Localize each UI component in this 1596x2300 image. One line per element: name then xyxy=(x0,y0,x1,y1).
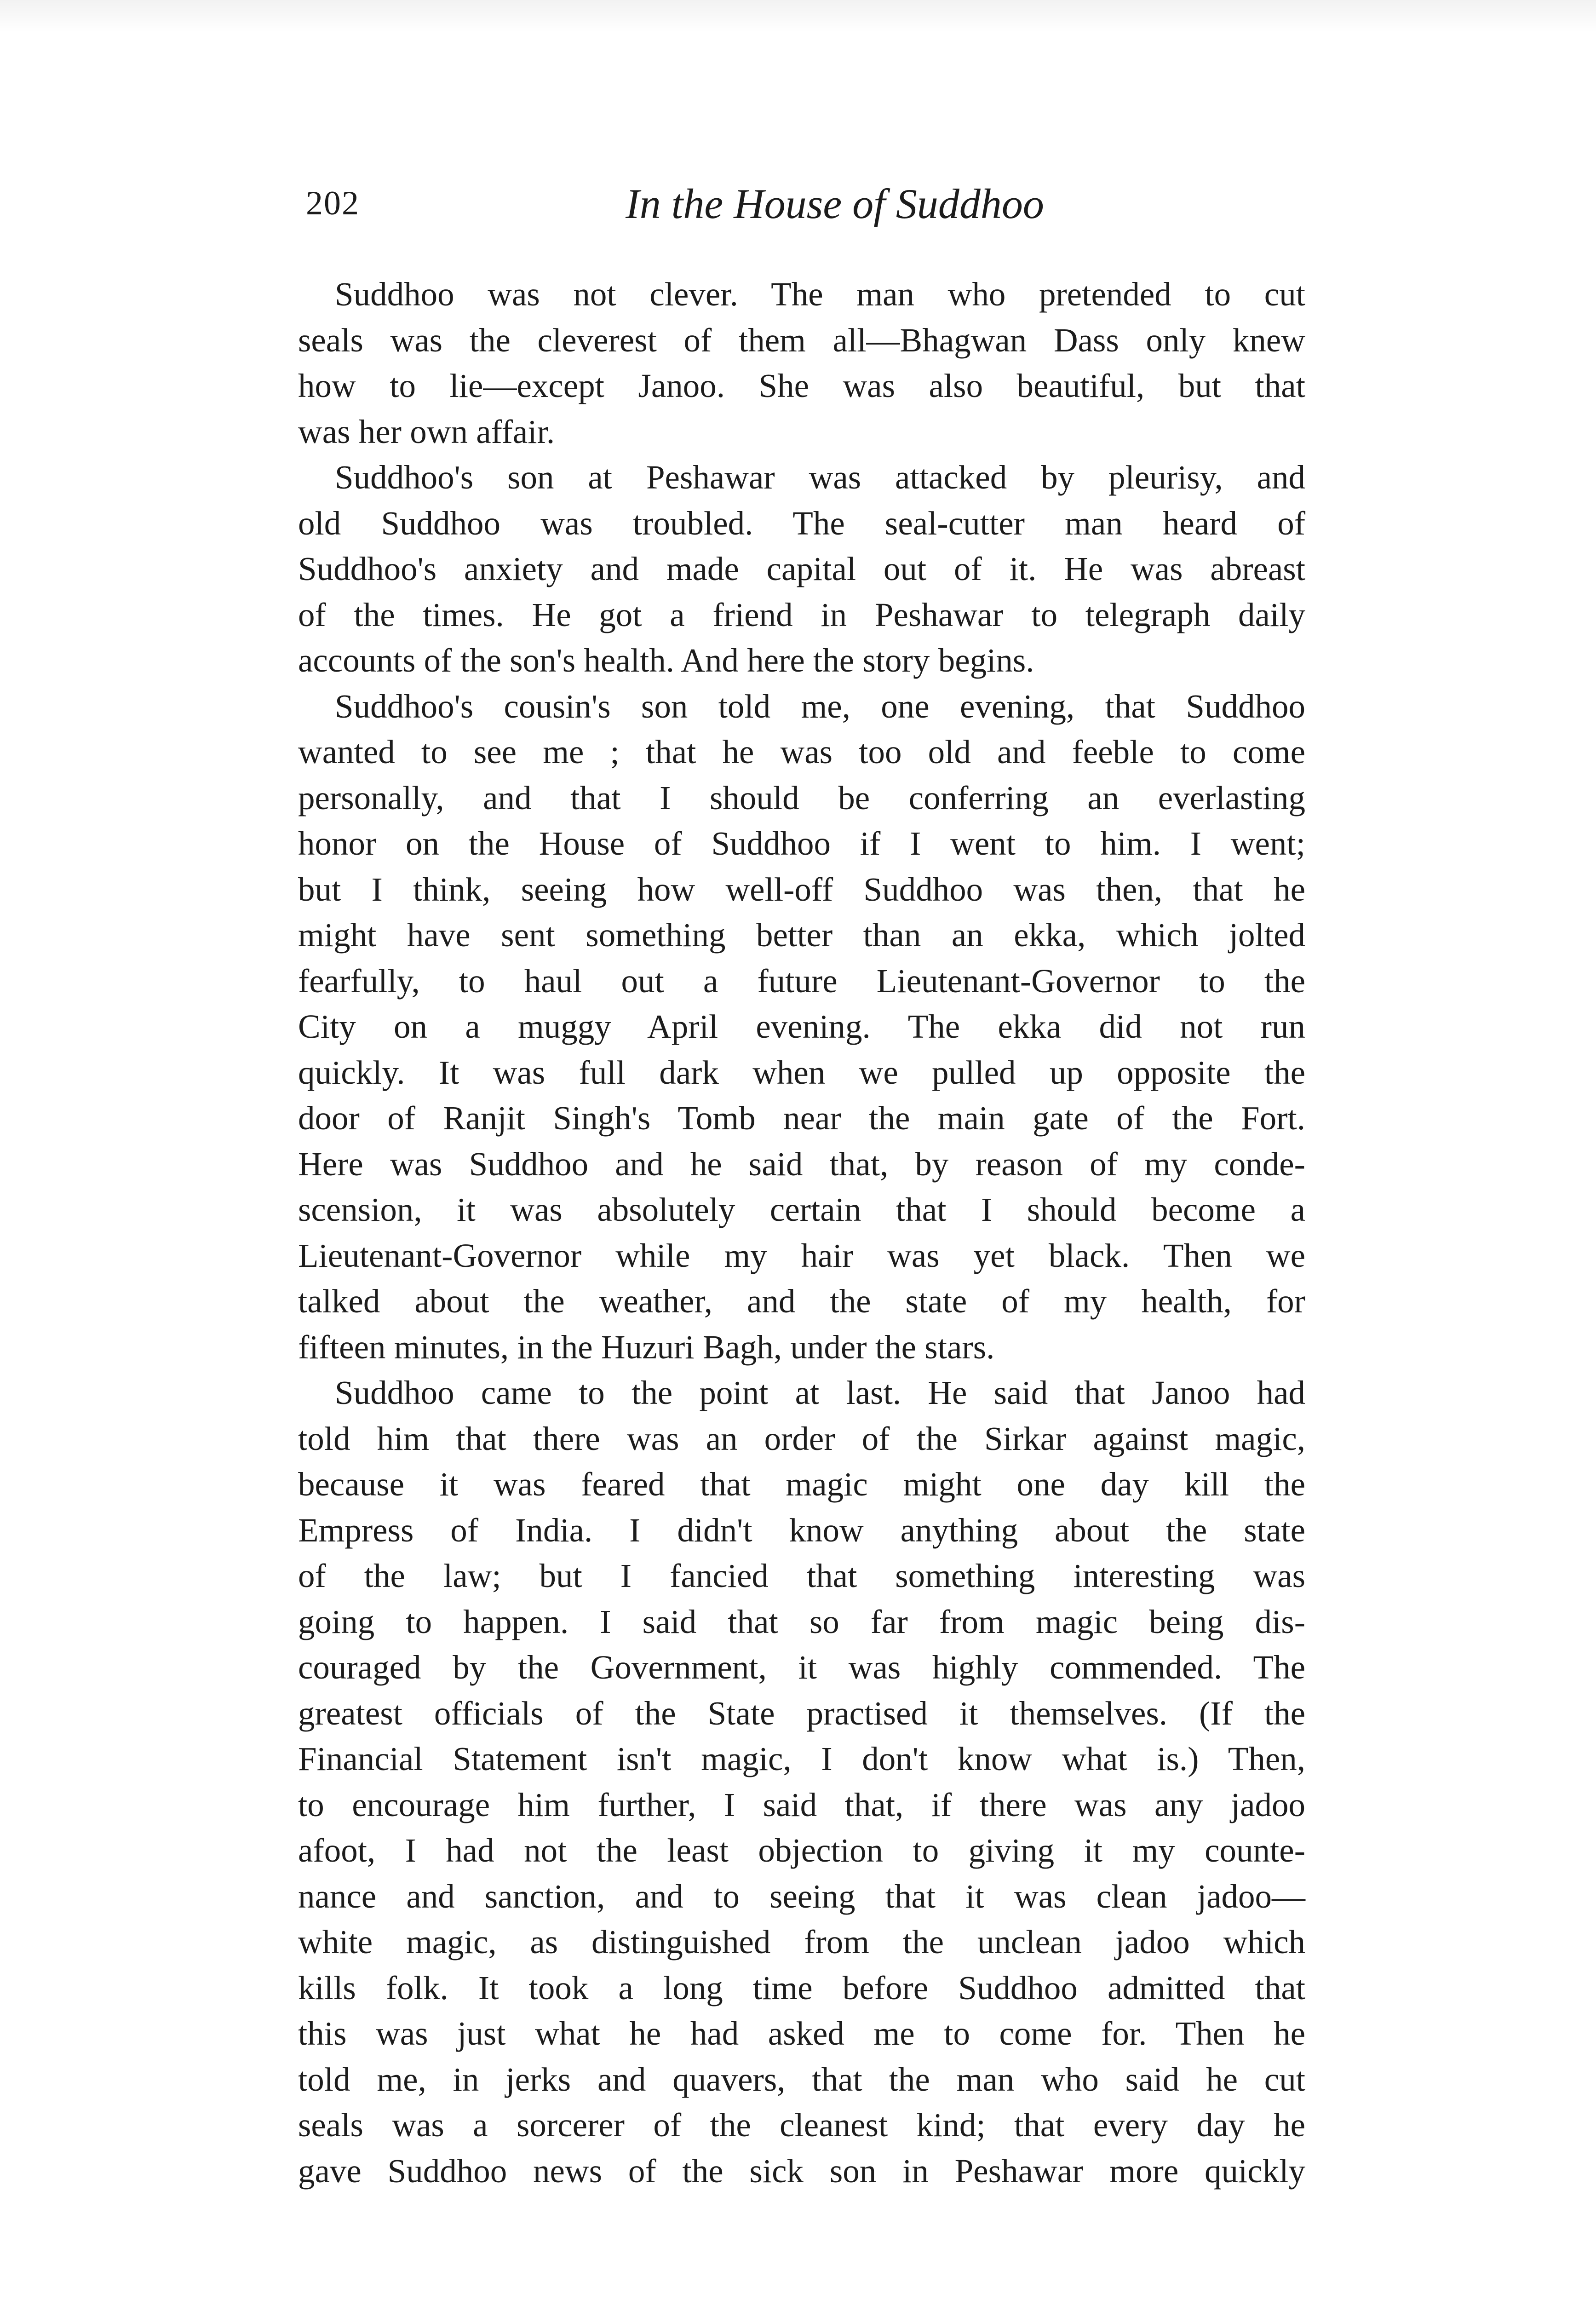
running-head xyxy=(306,179,1309,235)
text-line: Suddhoo's son at Peshawar was attacked by pleurisy, and xyxy=(335,459,1305,496)
text-line: old Suddhoo was troubled. The seal-cutter man heard of xyxy=(298,504,1305,542)
text-line: wanted to see me ; that he was too old and feeble to come xyxy=(298,733,1305,770)
text-line: fearfully, to haul out a future Lieutenant-Governor to the xyxy=(298,962,1305,1000)
text-line: Financial Statement isn't magic, I don't know what is.) Then, xyxy=(298,1740,1305,1777)
text-line: to encourage him further, I said that, if there was any jadoo xyxy=(298,1786,1305,1823)
text-line: might have sent something better than an ekka, which jolted xyxy=(298,916,1305,954)
body-text xyxy=(298,271,1305,2194)
text-line: kills folk. It took a long time before Suddhoo admitted that xyxy=(298,1969,1305,2007)
text-line: Suddhoo's anxiety and made capital out of it. He was abreast xyxy=(298,550,1305,587)
text-line: quickly. It was full dark when we pulled up opposite the xyxy=(298,1053,1305,1091)
running-title: In the House of Suddhoo xyxy=(626,180,1044,227)
text-line: greatest officials of the State practised it themselves. (If the xyxy=(298,1694,1305,1732)
text-line: Suddhoo was not clever. The man who pretended to cut xyxy=(335,276,1305,313)
page-number: 202 xyxy=(306,184,360,222)
text-line: of the law; but I fancied that something interesting was xyxy=(298,1557,1305,1594)
text-line: talked about the weather, and the state of my health, for xyxy=(298,1282,1305,1320)
scan-edge-shadow xyxy=(0,0,1596,32)
text-line: Empress of India. I didn't know anything about the state xyxy=(298,1511,1305,1549)
text-line: Suddhoo came to the point at last. He said that Janoo had xyxy=(335,1374,1305,1411)
text-line: gave Suddhoo news of the sick son in Peshawar more quickly xyxy=(298,2152,1305,2190)
text-line: door of Ranjit Singh's Tomb near the main gate of the Fort. xyxy=(298,1099,1305,1137)
text-line: City on a muggy April evening. The ekka did not run xyxy=(298,1008,1305,1045)
text-line: nance and sanction, and to seeing that it was clean jadoo— xyxy=(298,1877,1305,1915)
text-line: told him that there was an order of the Sirkar against magic, xyxy=(298,1420,1305,1457)
text-line: Suddhoo's cousin's son told me, one evening, that Suddhoo xyxy=(335,687,1305,725)
text-line: but I think, seeing how well-off Suddhoo was then, that he xyxy=(298,870,1305,908)
text-line: white magic, as distinguished from the unclean jadoo which xyxy=(298,1923,1305,1961)
text-line: going to happen. I said that so far from magic being dis- xyxy=(298,1603,1305,1640)
text-line: how to lie—except Janoo. She was also beautiful, but that xyxy=(298,367,1305,404)
text-line: because it was feared that magic might one day kill the xyxy=(298,1466,1305,1503)
text-line: was her own affair. xyxy=(298,413,555,450)
text-line: seals was the cleverest of them all—Bhagwan Dass only knew xyxy=(298,321,1305,359)
text-line: scension, it was absolutely certain that I should become a xyxy=(298,1191,1305,1228)
text-line: afoot, I had not the least objection to giving it my counte- xyxy=(298,1832,1305,1869)
text-line: accounts of the son's health. And here the story begins. xyxy=(298,642,1034,679)
text-line: seals was a sorcerer of the cleanest kind; that every day he xyxy=(298,2106,1305,2144)
text-line: of the times. He got a friend in Peshawar to telegraph daily xyxy=(298,596,1305,633)
text-line: couraged by the Government, it was highly commended. The xyxy=(298,1649,1305,1686)
text-line: Lieutenant-Governor while my hair was yet black. Then we xyxy=(298,1236,1305,1274)
text-line: this was just what he had asked me to come for. Then he xyxy=(298,2015,1305,2052)
text-line: personally, and that I should be conferring an everlasting xyxy=(298,779,1305,816)
text-line: Here was Suddhoo and he said that, by reason of my conde- xyxy=(298,1145,1305,1183)
text-line: told me, in jerks and quavers, that the man who said he cut xyxy=(298,2060,1305,2098)
text-line: fifteen minutes, in the Huzuri Bagh, under the stars. xyxy=(298,1328,995,1366)
text-line: honor on the House of Suddhoo if I went to him. I went; xyxy=(298,825,1305,862)
